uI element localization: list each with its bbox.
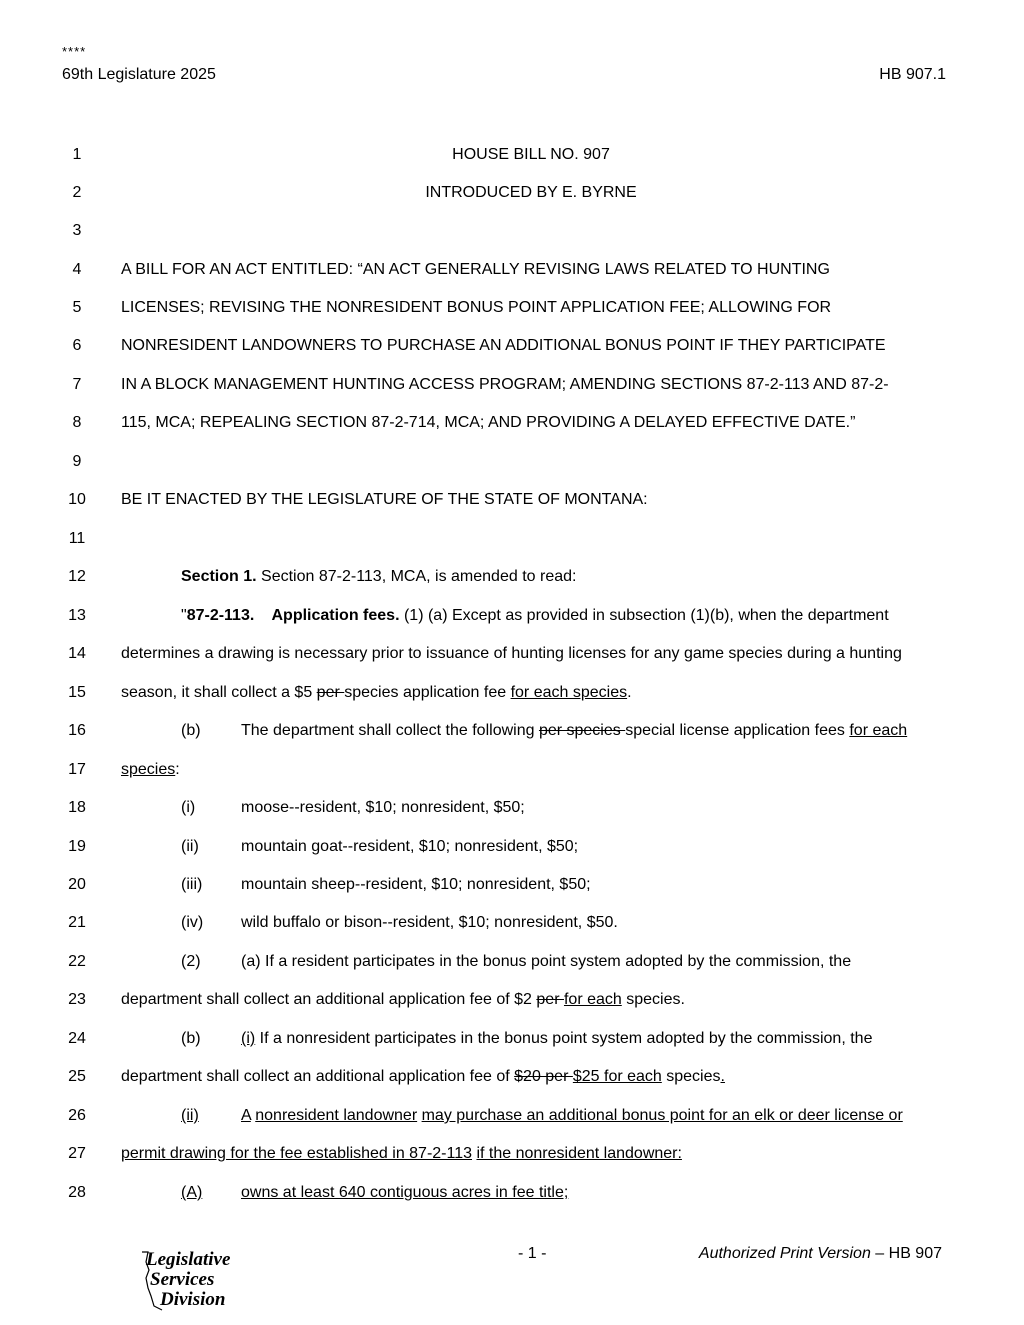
line-18 <box>0 796 1024 820</box>
stricken-text: per species <box>538 722 626 739</box>
line-number: 1 <box>72 146 82 163</box>
line-text <box>121 1142 682 1166</box>
text-run: special license application fees <box>625 722 850 739</box>
stricken-text: per <box>316 684 345 701</box>
section-label: Section 1. <box>181 568 257 585</box>
line-text <box>241 719 907 743</box>
logo-line-1: Legislative <box>146 1249 231 1270</box>
inserted-text: if the nonresident landowner: <box>476 1145 682 1162</box>
text-run: If a nonresident participates in the bonus point system adopted by the commission, the <box>255 1030 873 1047</box>
line-16 <box>0 719 1024 743</box>
authorized-label: Authorized Print Version <box>698 1245 871 1262</box>
line-text <box>121 681 632 705</box>
line-number: 23 <box>68 991 86 1008</box>
line-number: 27 <box>68 1145 86 1162</box>
subsection-label: (iv) <box>181 914 204 931</box>
inserted-text: for each <box>563 991 622 1008</box>
inserted-text: for each <box>849 722 908 739</box>
line-8 <box>0 411 1024 435</box>
line-number: 2 <box>72 184 82 201</box>
sponsor-line: INTRODUCED BY E. BYRNE <box>425 184 637 201</box>
inserted-text: permit drawing for the fee established in 87-2-113 <box>121 1145 473 1162</box>
inserted-text: nonresident landowner <box>255 1107 418 1124</box>
line-number: 5 <box>72 299 82 316</box>
inserted-text: owns at least 640 contiguous acres in fee title; <box>241 1184 569 1201</box>
line-text <box>121 988 685 1012</box>
line-2 <box>0 181 1024 205</box>
inserted-text: $25 for each <box>572 1068 662 1085</box>
line-number: 16 <box>68 722 86 739</box>
line-23 <box>0 988 1024 1012</box>
line-number: 15 <box>68 684 86 701</box>
line-7 <box>0 373 1024 397</box>
stricken-text: $20 per <box>514 1068 573 1085</box>
statute-title: 87-2-113. Application fees. <box>186 607 400 624</box>
line-number: 19 <box>68 838 86 855</box>
line-text: 115, MCA; REPEALING SECTION 87-2-714, MCA; AND PROVIDING A DELAYED EFFECTIVE DATE.” <box>121 414 856 431</box>
line-text: A BILL FOR AN ACT ENTITLED: “AN ACT GENERALLY REVISING LAWS RELATED TO HUNTING <box>121 261 830 278</box>
text-run: department shall collect an additional application fee of <box>121 1068 515 1085</box>
line-26 <box>0 1104 1024 1128</box>
line-number: 4 <box>72 261 82 278</box>
line-21 <box>0 911 1024 935</box>
line-number: 25 <box>68 1068 86 1085</box>
line-number: 8 <box>72 414 82 431</box>
line-number: 24 <box>68 1030 86 1047</box>
line-number: 22 <box>68 953 86 970</box>
text-run: species <box>661 1068 721 1085</box>
text-run: The department shall collect the following <box>241 722 539 739</box>
line-17 <box>0 758 1024 782</box>
line-24 <box>0 1027 1024 1051</box>
subsection-label: (b) <box>181 1030 201 1047</box>
line-number: 20 <box>68 876 86 893</box>
line-text <box>241 1027 872 1051</box>
header-marks: **** <box>62 44 87 59</box>
line-6 <box>0 334 1024 358</box>
line-4 <box>0 258 1024 282</box>
line-number: 11 <box>68 530 86 547</box>
line-number: 10 <box>68 491 86 508</box>
subsection-label: (A) <box>181 1184 203 1201</box>
text-run: season, it shall collect a $5 <box>121 684 317 701</box>
line-15 <box>0 681 1024 705</box>
line-12 <box>0 565 1024 589</box>
authorized-print-version <box>699 1245 942 1263</box>
line-text: IN A BLOCK MANAGEMENT HUNTING ACCESS PROGRAM; AMENDING SECTIONS 87-2-113 AND 87-2- <box>121 376 889 393</box>
line-number: 6 <box>72 337 82 354</box>
line-number: 18 <box>68 799 86 816</box>
line-1 <box>0 143 1024 167</box>
line-number: 7 <box>72 376 82 393</box>
subsection-label: (i) <box>181 799 196 816</box>
line-3 <box>0 219 1024 243</box>
line-number: 3 <box>72 222 82 239</box>
line-text: (a) If a resident participates in the bonus point system adopted by the commission, the <box>241 953 852 970</box>
line-text: NONRESIDENT LANDOWNERS TO PURCHASE AN ADDITIONAL BONUS POINT IF THEY PARTICIPATE <box>121 337 886 354</box>
bill-title: HOUSE BILL NO. 907 <box>452 146 610 163</box>
subsection-label: (2) <box>181 953 201 970</box>
subsection-label: (b) <box>181 722 201 739</box>
subsection-label: (ii) <box>181 1107 199 1124</box>
statute-heading <box>181 604 889 628</box>
inserted-text: (i) <box>241 1030 256 1047</box>
line-text: moose--resident, $10; nonresident, $50; <box>241 799 525 816</box>
line-11 <box>0 527 1024 551</box>
line-22 <box>0 950 1024 974</box>
text-run: : <box>175 761 180 778</box>
bill-version: HB 907.1 <box>879 66 946 83</box>
legislature-label: 69th Legislature 2025 <box>62 66 216 83</box>
text-run: species. <box>621 991 685 1008</box>
line-10 <box>0 488 1024 512</box>
line-number: 26 <box>68 1107 86 1124</box>
logo-line-3: Division <box>160 1289 226 1310</box>
enacting-clause: BE IT ENACTED BY THE LEGISLATURE OF THE STATE OF MONTANA: <box>121 491 648 508</box>
subsection-label: (ii) <box>181 838 199 855</box>
authorized-bill: – HB 907 <box>870 1245 942 1262</box>
logo-line-2: Services <box>150 1269 215 1290</box>
line-9 <box>0 450 1024 474</box>
line-25 <box>0 1065 1024 1089</box>
inserted-text: may purchase an additional bonus point for an elk or deer license or <box>421 1107 903 1124</box>
inserted-text: A <box>241 1107 251 1124</box>
line-28 <box>0 1181 1024 1205</box>
line-text <box>241 1181 568 1205</box>
line-19 <box>0 835 1024 859</box>
line-5 <box>0 296 1024 320</box>
open-quote: " <box>181 607 187 624</box>
line-text <box>121 1065 725 1089</box>
line-number: 28 <box>68 1184 86 1201</box>
text-run: department shall collect an additional application fee of $2 <box>121 991 537 1008</box>
line-number: 21 <box>68 914 86 931</box>
line-text: mountain goat--resident, $10; nonresident, $50; <box>241 838 579 855</box>
line-number: 13 <box>68 607 86 624</box>
line-text: determines a drawing is necessary prior to issuance of hunting licenses for any game species during a hunting <box>121 645 902 662</box>
legislative-services-logo <box>138 1248 248 1314</box>
line-text: LICENSES; REVISING THE NONRESIDENT BONUS POINT APPLICATION FEE; ALLOWING FOR <box>121 299 832 316</box>
text-run: species application fee <box>344 684 511 701</box>
line-number: 9 <box>72 453 82 470</box>
section-heading <box>181 565 576 589</box>
line-27 <box>0 1142 1024 1166</box>
subsection-label: (iii) <box>181 876 203 893</box>
line-number: 17 <box>68 761 86 778</box>
inserted-text: for each species <box>510 684 628 701</box>
text-run: . <box>627 684 632 701</box>
line-number: 12 <box>68 568 86 585</box>
stricken-text: per <box>536 991 564 1008</box>
line-20 <box>0 873 1024 897</box>
line-text <box>121 758 180 782</box>
line-text <box>241 1104 903 1128</box>
page-number: - 1 - <box>518 1245 547 1262</box>
line-number: 14 <box>68 645 86 662</box>
line-text: wild buffalo or bison--resident, $10; nonresident, $50. <box>241 914 618 931</box>
line-13 <box>0 604 1024 628</box>
line-text: Section 87-2-113, MCA, is amended to read: <box>256 568 577 585</box>
inserted-text: species <box>121 761 176 778</box>
line-text: mountain sheep--resident, $10; nonresident, $50; <box>241 876 591 893</box>
inserted-text: . <box>720 1068 725 1085</box>
line-14 <box>0 642 1024 666</box>
line-text: (1) (a) Except as provided in subsection (1)(b), when the department <box>399 607 889 624</box>
